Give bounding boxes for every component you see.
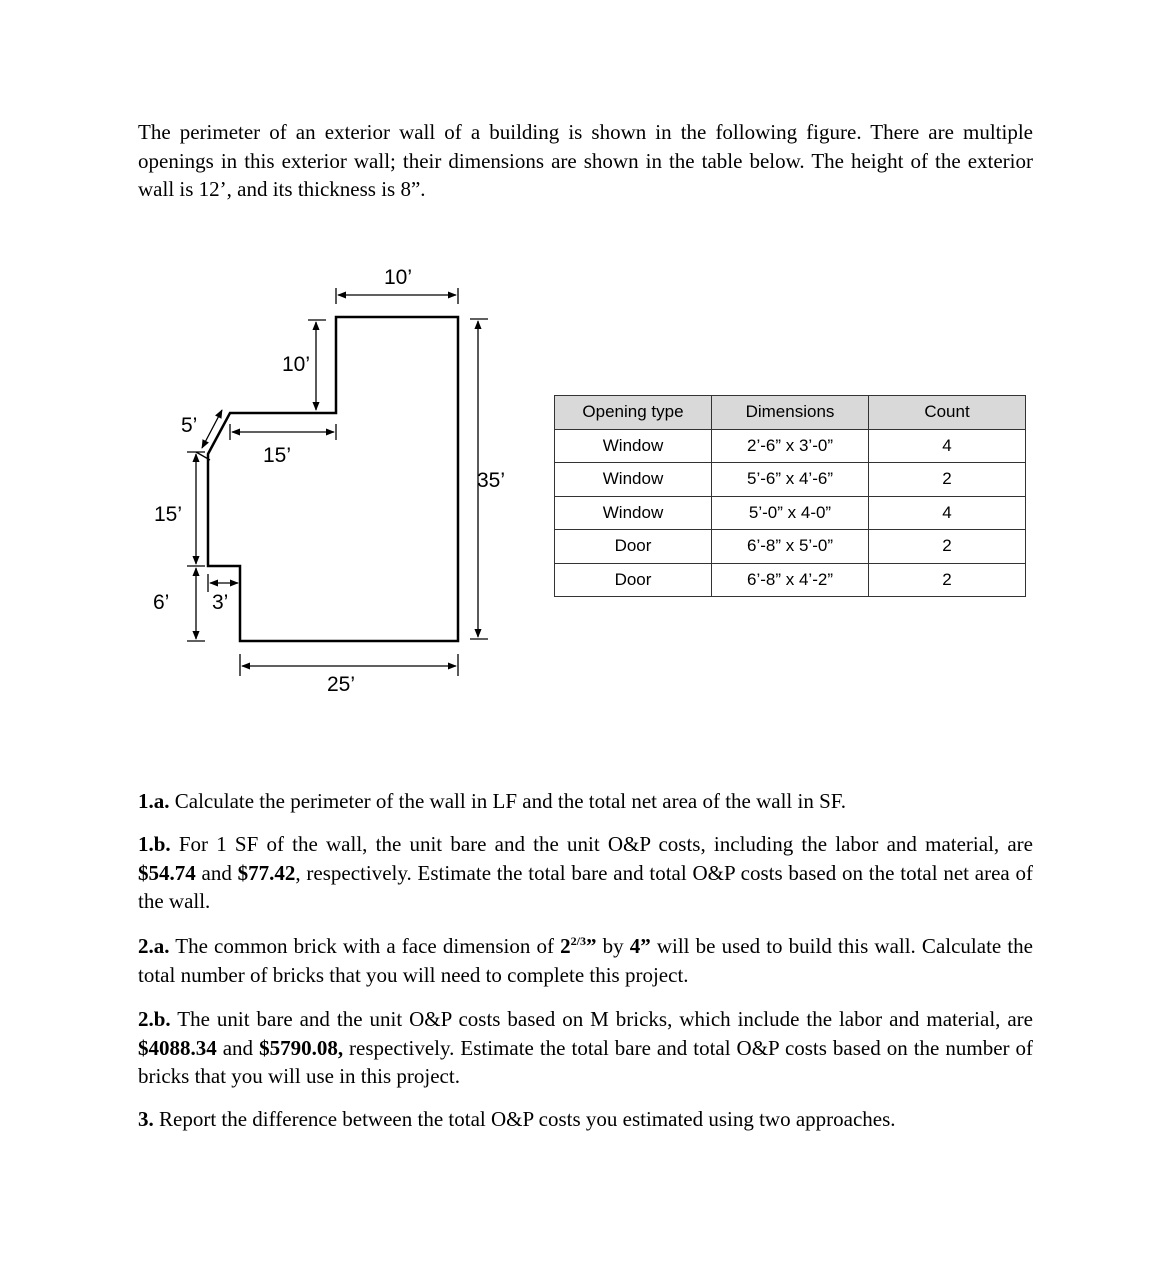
question-text: by <box>596 934 630 958</box>
brick-height-fraction: 2/3 <box>570 934 586 948</box>
label-bottom-width: 25’ <box>327 673 356 696</box>
question-text: respectively. Estimate the total bare and total O&P costs based on the number of bricks that you will use in this project. <box>138 1035 1033 1088</box>
table-header-row <box>555 396 1026 430</box>
header-opening-type: Opening type <box>555 396 712 430</box>
dim-notch-width <box>208 574 240 592</box>
dim-mid-width <box>230 424 336 440</box>
question-text: For 1 SF of the wall, the unit bare and the unit O&P costs, including the labor and material, are <box>170 832 1033 856</box>
cell-opening-type: Window <box>555 496 712 530</box>
table-row <box>555 496 1026 530</box>
question-3 <box>138 1105 1033 1134</box>
question-2a <box>138 932 1033 989</box>
question-text: , respectively. Estimate the total bare and total O&P costs based on the total net area of the wall. <box>138 860 1034 913</box>
dim-step-height <box>308 320 326 410</box>
label-diagonal: 5’ <box>181 414 198 437</box>
cell-dimensions: 2’-6” x 3’-0” <box>712 429 869 463</box>
question-number: 1.a. <box>138 789 170 813</box>
question-text: The common brick with a face dimension of <box>169 934 561 958</box>
cell-dimensions: 6’-8” x 4’-2” <box>712 563 869 597</box>
intro-paragraph: The perimeter of an exterior wall of a building is shown in the following figure. There are multiple openings in this exterior wall; their dimensions are shown in the table below. The height of the exterior wall is 12’, and its thickness is 8”. <box>138 120 1033 201</box>
cell-dimensions: 6’-8” x 5’-0” <box>712 530 869 564</box>
brick-height-whole: 2 <box>560 934 571 958</box>
question-text: and <box>195 860 238 885</box>
header-count: Count <box>869 396 1026 430</box>
question-number: 3. <box>138 1107 154 1131</box>
unit-op-cost-sf: $77.42 <box>237 860 296 885</box>
unit-bare-cost-m-bricks: $4088.34 <box>138 1035 217 1060</box>
cell-count: 4 <box>869 429 1026 463</box>
question-number: 2.a. <box>138 934 170 958</box>
cell-count: 2 <box>869 463 1026 497</box>
label-step-height: 10’ <box>282 353 311 376</box>
question-1b <box>138 830 1033 916</box>
cell-opening-type: Window <box>555 463 712 497</box>
cell-count: 2 <box>869 530 1026 564</box>
question-text: and <box>216 1035 260 1060</box>
unit-bare-cost-sf: $54.74 <box>138 860 196 885</box>
cell-count: 4 <box>869 496 1026 530</box>
question-text: will be used to build this wall. Calculate the total number of bricks that you will need to complete this project. <box>138 934 1034 987</box>
question-number: 2.b. <box>138 1007 171 1031</box>
question-text: Report the difference between the total O&P costs you estimated using two approaches. <box>153 1107 896 1131</box>
header-dimensions: Dimensions <box>712 396 869 430</box>
cell-opening-type: Door <box>555 530 712 564</box>
openings-table <box>554 395 1026 597</box>
wall-outline <box>208 317 458 641</box>
table-row <box>555 429 1026 463</box>
question-1a <box>138 787 1033 816</box>
cell-dimensions: 5’-6” x 4’-6” <box>712 463 869 497</box>
cell-opening-type: Door <box>555 563 712 597</box>
label-notch-width: 3’ <box>212 591 229 614</box>
dim-left-height <box>187 452 205 566</box>
table-row <box>555 530 1026 564</box>
label-bottom-left-height: 6’ <box>153 591 170 614</box>
dim-top-width <box>336 288 458 304</box>
question-text: Calculate the perimeter of the wall in LF and the total net area of the wall in SF. <box>169 789 847 813</box>
cell-dimensions: 5’-0” x 4-0” <box>712 496 869 530</box>
question-2b <box>138 1005 1033 1091</box>
dim-bottom-left-height <box>187 568 205 641</box>
label-right-height: 35’ <box>477 469 506 492</box>
table-row <box>555 563 1026 597</box>
brick-length: 4” <box>629 934 651 958</box>
label-mid-width: 15’ <box>263 444 292 467</box>
label-top-width: 10’ <box>384 266 413 289</box>
question-number: 1.b. <box>138 832 171 856</box>
inch-mark: ” <box>585 934 597 958</box>
cell-opening-type: Window <box>555 429 712 463</box>
unit-op-cost-m-bricks: $5790.08, <box>259 1035 344 1060</box>
cell-count: 2 <box>869 563 1026 597</box>
label-left-height: 15’ <box>154 503 183 526</box>
question-text: The unit bare and the unit O&P costs based on M bricks, which include the labor and material, are <box>170 1007 1033 1031</box>
table-row <box>555 463 1026 497</box>
